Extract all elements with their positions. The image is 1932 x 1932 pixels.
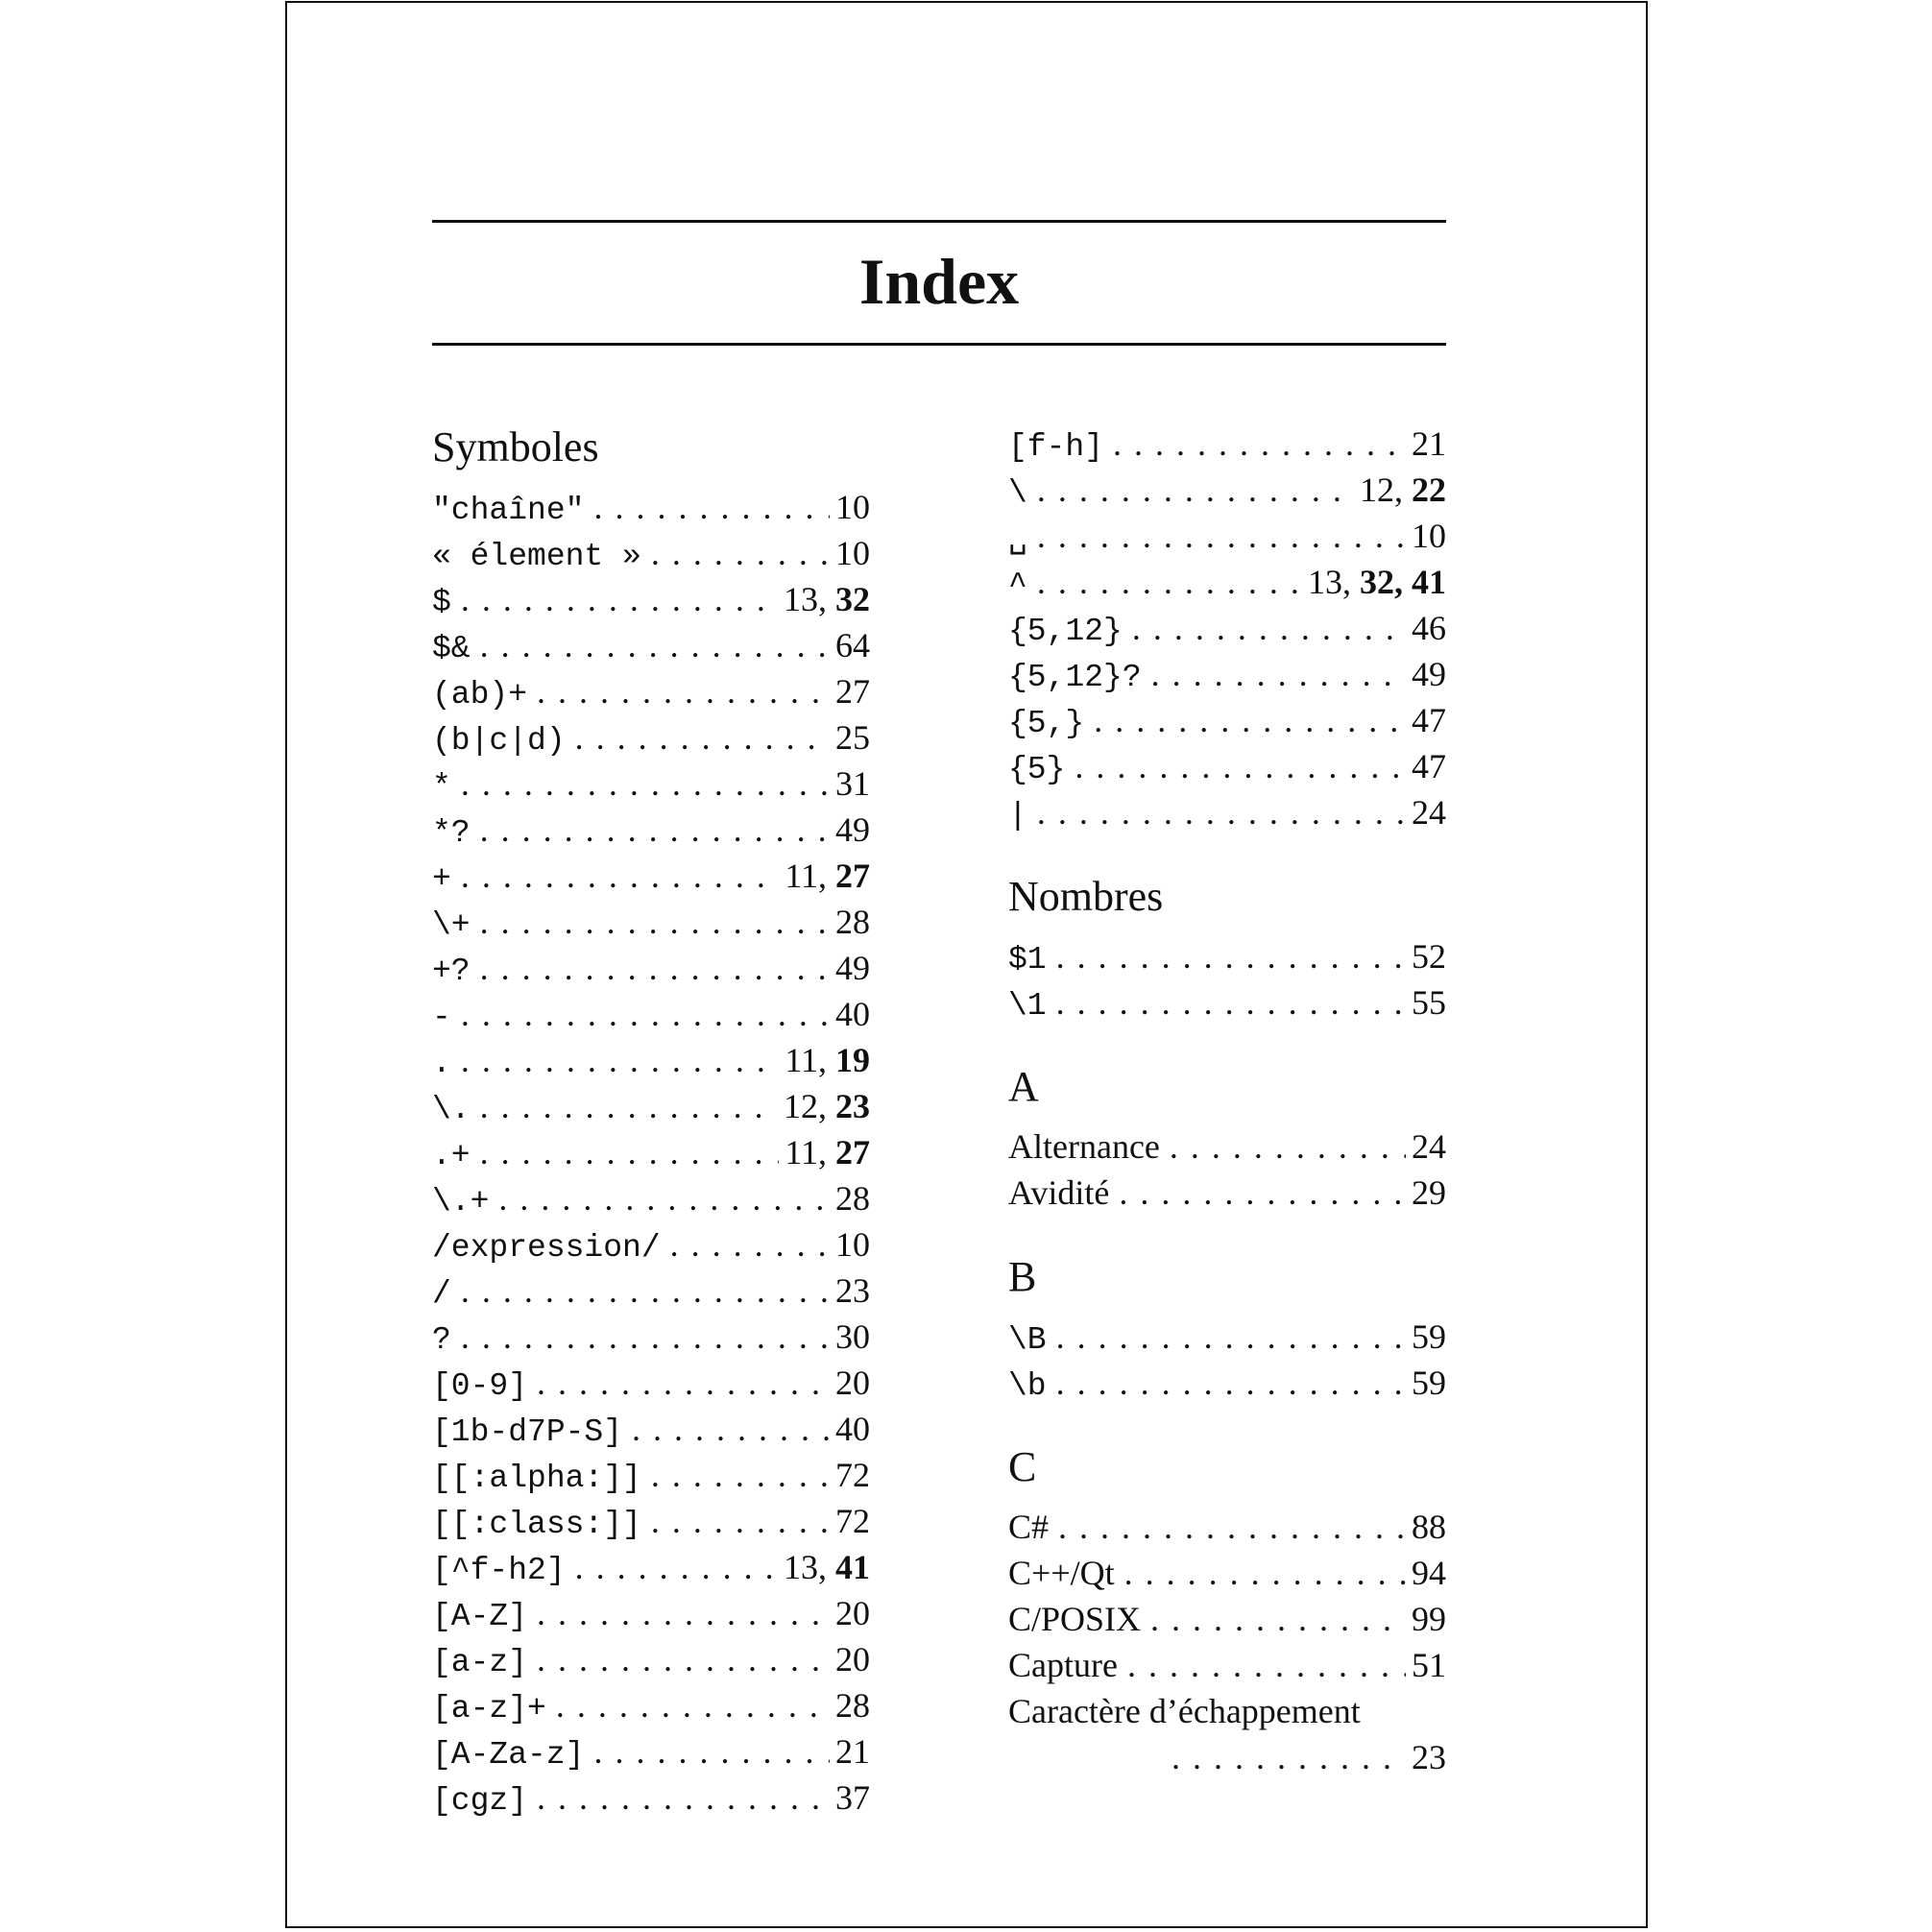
index-term: [a-z] <box>432 1645 528 1680</box>
index-entry <box>1008 605 1446 651</box>
page-numbers: 72 <box>835 1502 870 1540</box>
index-pages <box>830 1268 870 1314</box>
index-section <box>1008 421 1446 835</box>
dot-leader <box>593 484 830 530</box>
index-term: [0-9] <box>432 1368 528 1404</box>
index-entry <box>432 576 870 622</box>
index-term: $ <box>432 585 451 620</box>
dot-leader <box>480 899 830 945</box>
page-numbers: 64 <box>835 626 870 664</box>
dot-leader <box>537 1636 830 1682</box>
dot-leader <box>461 1314 830 1360</box>
index-term: +? <box>432 954 471 989</box>
index-pages: 23 <box>1412 1738 1446 1776</box>
dot-leader <box>1058 1504 1406 1550</box>
title-rule-top <box>432 220 1446 223</box>
section-heading: B <box>1008 1253 1037 1300</box>
index-term: .+ <box>432 1138 471 1173</box>
dot-leader <box>1127 1642 1406 1688</box>
dot-leader <box>461 761 830 807</box>
main-page-number: 27 <box>835 857 870 895</box>
index-term: C# <box>1008 1508 1050 1546</box>
index-term: [cgz] <box>432 1783 528 1819</box>
dot-leader <box>1124 1550 1406 1596</box>
dot-leader <box>651 1498 830 1544</box>
index-entry <box>432 1728 870 1775</box>
index-term: Alternance <box>1008 1127 1160 1166</box>
index-pages <box>778 1083 870 1129</box>
dot-leader <box>1037 559 1302 605</box>
page-numbers: 11, <box>785 1133 835 1171</box>
index-entry <box>432 1775 870 1821</box>
page-numbers: 30 <box>835 1317 870 1356</box>
index-term: \b <box>1008 1368 1047 1404</box>
main-page-number: 32, 41 <box>1360 563 1446 601</box>
index-column-right <box>1008 421 1446 1815</box>
page-numbers: 28 <box>835 903 870 941</box>
index-term: Capture <box>1008 1646 1118 1684</box>
index-entry <box>432 714 870 761</box>
index-entry <box>1008 1642 1446 1688</box>
index-term: . <box>432 1046 451 1081</box>
index-entry <box>432 1129 870 1175</box>
index-term: ? <box>432 1322 451 1358</box>
index-term: \.+ <box>432 1184 490 1220</box>
index-entry <box>432 1636 870 1682</box>
index-pages <box>1406 697 1446 743</box>
index-pages <box>830 1590 870 1636</box>
index-pages <box>779 853 870 899</box>
index-entry <box>432 1452 870 1498</box>
page-numbers: 11, <box>785 1041 835 1079</box>
index-entry <box>1008 697 1446 743</box>
index-pages <box>1406 1550 1446 1596</box>
index-pages <box>1406 1642 1446 1688</box>
index-term: C/POSIX <box>1008 1600 1142 1638</box>
index-term: + <box>432 861 451 897</box>
index-term: \. <box>432 1092 471 1127</box>
index-entry <box>432 761 870 807</box>
index-entry <box>432 1037 870 1083</box>
dot-leader <box>670 1221 830 1268</box>
page-numbers: 55 <box>1412 983 1446 1022</box>
page-title: Index <box>858 245 1020 318</box>
page-numbers: 94 <box>1412 1554 1446 1592</box>
index-entry <box>432 1221 870 1268</box>
index-entry <box>432 1083 870 1129</box>
page-numbers: 28 <box>835 1686 870 1725</box>
dot-leader <box>1151 651 1406 697</box>
index-term: \B <box>1008 1322 1047 1358</box>
page-numbers: 29 <box>1412 1173 1446 1212</box>
dot-leader <box>1037 467 1354 513</box>
index-entry <box>1008 1550 1446 1596</box>
dot-leader <box>461 991 830 1037</box>
page-numbers: 20 <box>835 1640 870 1678</box>
index-term: \+ <box>432 907 471 943</box>
index-pages <box>830 1636 870 1682</box>
dot-leader <box>1170 1123 1406 1170</box>
dot-leader <box>632 1406 830 1452</box>
main-page-number: 27 <box>835 1133 870 1171</box>
dot-leader <box>480 807 830 853</box>
page-numbers: 88 <box>1412 1508 1446 1546</box>
index-pages <box>1406 1314 1446 1360</box>
index-pages <box>1406 743 1446 789</box>
page-numbers: 47 <box>1412 747 1446 785</box>
index-term: {5} <box>1008 752 1066 787</box>
page-numbers: 49 <box>1412 655 1446 693</box>
index-section <box>1008 870 1446 1026</box>
index-pages <box>1406 605 1446 651</box>
index-pages <box>830 1175 870 1221</box>
index-entry <box>432 668 870 714</box>
index-pages <box>1406 789 1446 835</box>
index-column-left <box>432 421 870 1855</box>
page-numbers: 52 <box>1412 937 1446 976</box>
dot-leader <box>556 1682 830 1728</box>
dot-leader <box>537 1775 830 1821</box>
index-term: \1 <box>1008 988 1047 1024</box>
index-pages <box>830 945 870 991</box>
index-pages <box>1406 933 1446 979</box>
index-pages <box>1406 1360 1446 1406</box>
index-term: {5,12} <box>1008 614 1123 649</box>
page-numbers: 49 <box>835 810 870 849</box>
index-entry <box>1008 1123 1446 1170</box>
index-entry <box>432 1175 870 1221</box>
page-numbers: 12, <box>784 1087 835 1125</box>
index-entry <box>432 853 870 899</box>
index-term: "chaîne" <box>432 493 585 528</box>
page-numbers: 47 <box>1412 701 1446 739</box>
index-entry <box>1008 1688 1446 1734</box>
page-numbers: 11, <box>785 857 835 895</box>
index-pages <box>830 1360 870 1406</box>
index-entry <box>1008 1170 1446 1216</box>
page-numbers: 46 <box>1412 609 1446 647</box>
index-term: * <box>432 769 451 805</box>
index-pages <box>830 807 870 853</box>
dot-leader <box>651 530 830 576</box>
index-term: [A-Z] <box>432 1599 528 1634</box>
index-entry <box>432 1360 870 1406</box>
page-numbers: 72 <box>835 1456 870 1494</box>
page-numbers: 40 <box>835 1410 870 1448</box>
index-pages <box>830 1314 870 1360</box>
index-entry <box>432 484 870 530</box>
index-term: | <box>1008 798 1027 833</box>
dot-leader <box>651 1452 830 1498</box>
dot-leader <box>537 668 830 714</box>
index-entry <box>1008 1314 1446 1360</box>
index-entry <box>432 1406 870 1452</box>
index-entry <box>432 1544 870 1590</box>
dot-leader <box>1056 933 1406 979</box>
page-numbers: 21 <box>835 1732 870 1771</box>
dot-leader <box>480 622 830 668</box>
index-term: $& <box>432 631 471 666</box>
page-numbers: 27 <box>835 672 870 711</box>
page-numbers: 10 <box>835 1225 870 1264</box>
index-entry <box>432 1682 870 1728</box>
index-term: $1 <box>1008 942 1047 978</box>
dot-leader <box>1056 979 1406 1026</box>
dot-leader <box>461 576 778 622</box>
index-pages <box>830 668 870 714</box>
index-term: [a-z]+ <box>432 1691 546 1727</box>
index-pages <box>778 1544 870 1590</box>
dot-leader <box>1037 789 1406 835</box>
page-numbers: 20 <box>835 1364 870 1402</box>
index-entry <box>432 991 870 1037</box>
dot-leader <box>480 945 830 991</box>
index-entry <box>1008 467 1446 513</box>
dot-leader <box>1171 1734 1406 1780</box>
index-pages <box>830 622 870 668</box>
main-page-number: 23 <box>835 1087 870 1125</box>
index-term: [1b-d7P-S] <box>432 1414 623 1450</box>
index-entry <box>1008 933 1446 979</box>
page-numbers: 10 <box>835 488 870 526</box>
index-pages <box>830 1452 870 1498</box>
index-term: [A-Za-z] <box>432 1737 585 1773</box>
index-entry <box>432 1498 870 1544</box>
index-pages <box>1406 421 1446 467</box>
index-entry <box>432 1590 870 1636</box>
index-term: / <box>432 1276 451 1312</box>
title-rule-bottom <box>432 343 1446 346</box>
page-numbers: 20 <box>835 1594 870 1632</box>
dot-leader <box>461 1037 780 1083</box>
index-term: (ab)+ <box>432 677 528 712</box>
index-entry <box>1008 513 1446 559</box>
page-numbers: 10 <box>835 534 870 572</box>
index-entry <box>432 1314 870 1360</box>
index-pages <box>830 1775 870 1821</box>
index-entry <box>432 1268 870 1314</box>
index-entry <box>432 945 870 991</box>
page-numbers: 25 <box>835 718 870 757</box>
index-term: \ <box>1008 475 1027 511</box>
index-entry <box>1008 743 1446 789</box>
index-entry <box>1008 1360 1446 1406</box>
index-pages <box>1406 513 1446 559</box>
page-numbers: 59 <box>1412 1364 1446 1402</box>
index-entry-continuation <box>1008 1734 1446 1780</box>
page-numbers: 49 <box>835 949 870 987</box>
dot-leader <box>461 1268 830 1314</box>
page-numbers: 23 <box>835 1271 870 1310</box>
dot-leader <box>537 1590 830 1636</box>
page-numbers: 37 <box>835 1778 870 1817</box>
index-pages <box>1406 651 1446 697</box>
dot-leader <box>1150 1596 1406 1642</box>
dot-leader <box>1037 513 1406 559</box>
index-entry <box>1008 559 1446 605</box>
index-term: /expression/ <box>432 1230 661 1266</box>
index-pages <box>830 1498 870 1544</box>
section-heading: C <box>1008 1443 1037 1490</box>
page-numbers: 24 <box>1412 1127 1446 1166</box>
index-section <box>432 421 870 1821</box>
index-pages <box>830 899 870 945</box>
index-term: ␣ <box>1008 521 1027 557</box>
index-pages <box>1406 1170 1446 1216</box>
index-section <box>1008 1250 1446 1406</box>
index-pages <box>1302 559 1446 605</box>
index-entry <box>432 807 870 853</box>
dot-leader <box>1056 1314 1406 1360</box>
index-pages <box>830 991 870 1037</box>
index-term: Avidité <box>1008 1173 1110 1212</box>
main-page-number: 22 <box>1412 471 1446 509</box>
index-entry <box>1008 651 1446 697</box>
page-numbers: 28 <box>835 1179 870 1218</box>
index-term: [[:class:]] <box>432 1507 641 1542</box>
index-section <box>1008 1440 1446 1780</box>
page-numbers: 31 <box>835 764 870 803</box>
dot-leader <box>1113 421 1406 467</box>
page-numbers: 99 <box>1412 1600 1446 1638</box>
index-pages <box>1406 1123 1446 1170</box>
index-term: « élement » <box>432 539 641 574</box>
index-term: (b|c|d) <box>432 723 566 759</box>
index-entry <box>432 530 870 576</box>
page-numbers: 51 <box>1412 1646 1446 1684</box>
page-numbers: 21 <box>1412 424 1446 463</box>
index-pages <box>830 530 870 576</box>
index-term: [^f-h2] <box>432 1553 566 1588</box>
index-term: ^ <box>1008 568 1027 603</box>
index-entry <box>1008 979 1446 1026</box>
page-numbers: 24 <box>1412 793 1446 832</box>
index-term: [[:alpha:]] <box>432 1461 641 1496</box>
main-page-number: 32 <box>835 580 870 618</box>
index-pages <box>830 714 870 761</box>
index-term: [f-h] <box>1008 429 1104 465</box>
main-page-number: 19 <box>835 1041 870 1079</box>
index-term: C++/Qt <box>1008 1554 1115 1592</box>
dot-leader <box>1056 1360 1406 1406</box>
section-heading: Symboles <box>432 423 599 471</box>
page-numbers: 13, <box>784 580 835 618</box>
page-numbers: 10 <box>1412 517 1446 555</box>
page-numbers: 40 <box>835 995 870 1033</box>
dot-leader <box>1119 1170 1406 1216</box>
dot-leader <box>575 1544 778 1590</box>
index-pages <box>830 1406 870 1452</box>
index-pages <box>779 1129 870 1175</box>
index-entry <box>1008 1596 1446 1642</box>
index-term: Caractère d’échappement <box>1008 1692 1361 1730</box>
dot-leader <box>1132 605 1406 651</box>
index-pages <box>830 484 870 530</box>
page-numbers: 13, <box>784 1548 835 1586</box>
section-heading: A <box>1008 1063 1039 1110</box>
index-pages <box>778 576 870 622</box>
index-pages <box>1354 467 1446 513</box>
page-numbers: 13, <box>1308 563 1360 601</box>
dot-leader <box>480 1083 778 1129</box>
index-pages <box>779 1037 870 1083</box>
index-entry <box>1008 789 1446 835</box>
index-pages <box>830 1728 870 1775</box>
index-pages <box>830 1682 870 1728</box>
dot-leader <box>461 853 780 899</box>
index-term: {5,} <box>1008 706 1085 741</box>
index-pages <box>830 1221 870 1268</box>
index-term: {5,12}? <box>1008 660 1142 695</box>
index-entry <box>432 899 870 945</box>
index-pages <box>1406 979 1446 1026</box>
index-pages <box>1406 1596 1446 1642</box>
index-pages <box>1406 1504 1446 1550</box>
index-entry <box>432 622 870 668</box>
index-entry <box>1008 1504 1446 1550</box>
dot-leader <box>1075 743 1406 789</box>
index-entry <box>1008 421 1446 467</box>
index-section <box>1008 1060 1446 1216</box>
index-pages <box>830 761 870 807</box>
page-numbers: 59 <box>1412 1317 1446 1356</box>
dot-leader <box>575 714 830 761</box>
dot-leader <box>1094 697 1406 743</box>
main-page-number: 41 <box>835 1548 870 1586</box>
dot-leader <box>537 1360 830 1406</box>
index-term: - <box>432 1000 451 1035</box>
dot-leader <box>498 1175 830 1221</box>
index-term: *? <box>432 815 471 851</box>
dot-leader <box>593 1728 830 1775</box>
dot-leader <box>480 1129 780 1175</box>
page-numbers: 12, <box>1360 471 1412 509</box>
section-heading: Nombres <box>1008 873 1164 920</box>
